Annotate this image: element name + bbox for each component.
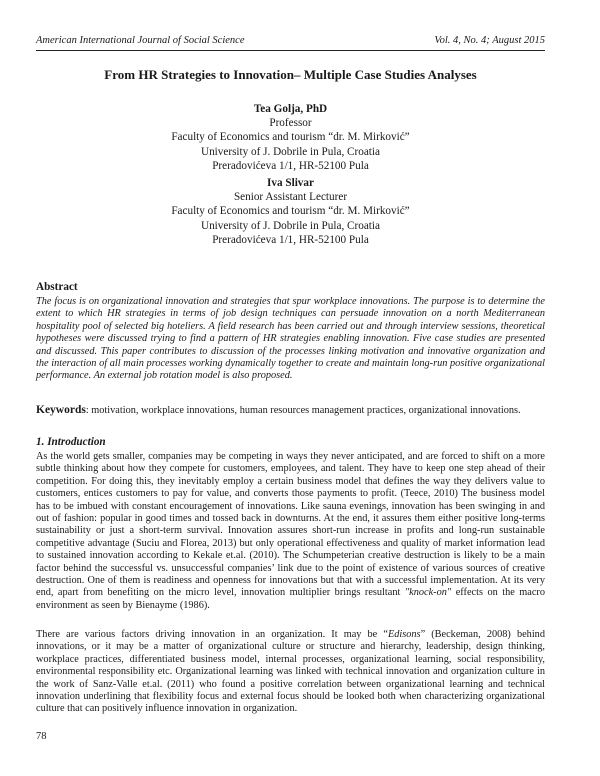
- author-name: Iva Slivar: [267, 177, 314, 189]
- paper-title: From HR Strategies to Innovation– Multiple Case Studies Analyses: [104, 67, 477, 82]
- abstract-heading: Abstract: [36, 281, 78, 293]
- page-number: 78: [36, 731, 47, 742]
- paragraph-1: [36, 451, 545, 612]
- keywords-text: : motivation, workplace innovations, human resources management practices, organizational innovations.: [85, 405, 521, 416]
- abstract-text: The focus is on organizational innovation and strategies that spur workplace innovations. The purpose is to determine the extent to which HR strategies in terms of job design techniques can persuade innovation on a north Mediterranean hospitality pool of selected big hoteliers. A field research has been carried out and through interview sessions, theoretical hypotheses were discussed trying to find a pattern of HR strategies enabling innovation. Five case studies are presented and discussed. This paper contributes to discussion of the processes linking motivation and innovative organization and the interaction of all main processes working dynamically together to create and maintain long-run positive organizational performance. An external job rotation model is also proposed.: [36, 296, 545, 382]
- author-position: Senior Assistant Lecturer: [233, 191, 348, 204]
- header-rule: [36, 50, 545, 51]
- paragraph-2: [36, 629, 545, 716]
- issue-info: Vol. 4, No. 4; August 2015: [434, 35, 545, 46]
- author-faculty: Faculty of Economics and tourism “dr. M. Mirković”: [171, 131, 410, 144]
- paragraph-2-text-b: ” (Beckeman, 2008) behind innovations, or it may be a matter of organizational culture or structure and hierarchy, leadership, design thinking, workplace practices, differentiated business model, internal processes, organizational learning, social responsibility, environmental responsibility etc. Organizational learning was linked with technical innovation and organization culture in the work of Sanz-Valle et.al. (2011) who found a positive correlation between organizational learning and technical innovation underlining that flexibility focus and external focus should be looked both when characterizing organizational culture that can positively influence innovation in organization.: [36, 629, 545, 715]
- keywords: [36, 404, 545, 417]
- author-faculty: Faculty of Economics and tourism “dr. M. Mirković”: [171, 205, 410, 218]
- author-position: Professor: [269, 117, 312, 130]
- journal-name: American International Journal of Social Science: [36, 35, 245, 46]
- author-address: Preradovićeva 1/1, HR-52100 Pula: [212, 233, 369, 246]
- keywords-label: Keywords: [36, 404, 86, 416]
- author-address: Preradovićeva 1/1, HR-52100 Pula: [212, 159, 369, 172]
- paragraph-2-text-a: There are various factors driving innovation in an organization. It may be “: [36, 629, 388, 640]
- section-heading-introduction: 1. Introduction: [36, 436, 106, 448]
- paragraph-1-text-b: effects on the macro environment as seen by Bienayme (1986).: [36, 587, 545, 611]
- author-1: [36, 102, 545, 173]
- author-university: University of J. Dobrile in Pula, Croatia: [201, 219, 380, 232]
- paragraph-1-text-a: As the world gets smaller, companies may be competing in ways they never anticipated, and are forced to shift on a more subtle thinking about how they compete for customers, employees, and talent. They have to keep one step ahead of their competition. For doing this, they inevitably employ a certain business model that defines the way they delivers value to customers, entices customers to pay for value, and converts those payments to profit. (Teece, 2010) The business model has to be imbued with constant encouragement of innovations. Like sauna evenings, innovation has been swinging in and out of fashion: popular in good times and tossed back in downturns. At the end, it assures them either positive long-terms sustainability or just a short-term survival. Innovation assures short-run increase in profits and long-run sustainable competitive advantage (Suciu and Florea, 2013) but only operational effectiveness and quality of market information lead to sustained innovation according to Kekale et.al. (2010). The Schumpeterian creative destruction is likely to be a main factor behind the successful vs. unsuccessful companies’ link due to the point of existence of various sources of creative destruction. One of them is readiness and openness for innovations but that with a successful implementation. At its very end, apart from benefiting on the micro level, innovation multiplier brings resultant: [36, 451, 545, 599]
- author-university: University of J. Dobrile in Pula, Croatia: [201, 145, 380, 158]
- paragraph-1-emphasis: "knock-on": [404, 587, 452, 599]
- author-2: [36, 176, 545, 247]
- paragraph-2-emphasis: Edisons: [387, 629, 421, 640]
- running-header: [36, 35, 545, 49]
- author-name: Tea Golja, PhD: [253, 103, 328, 115]
